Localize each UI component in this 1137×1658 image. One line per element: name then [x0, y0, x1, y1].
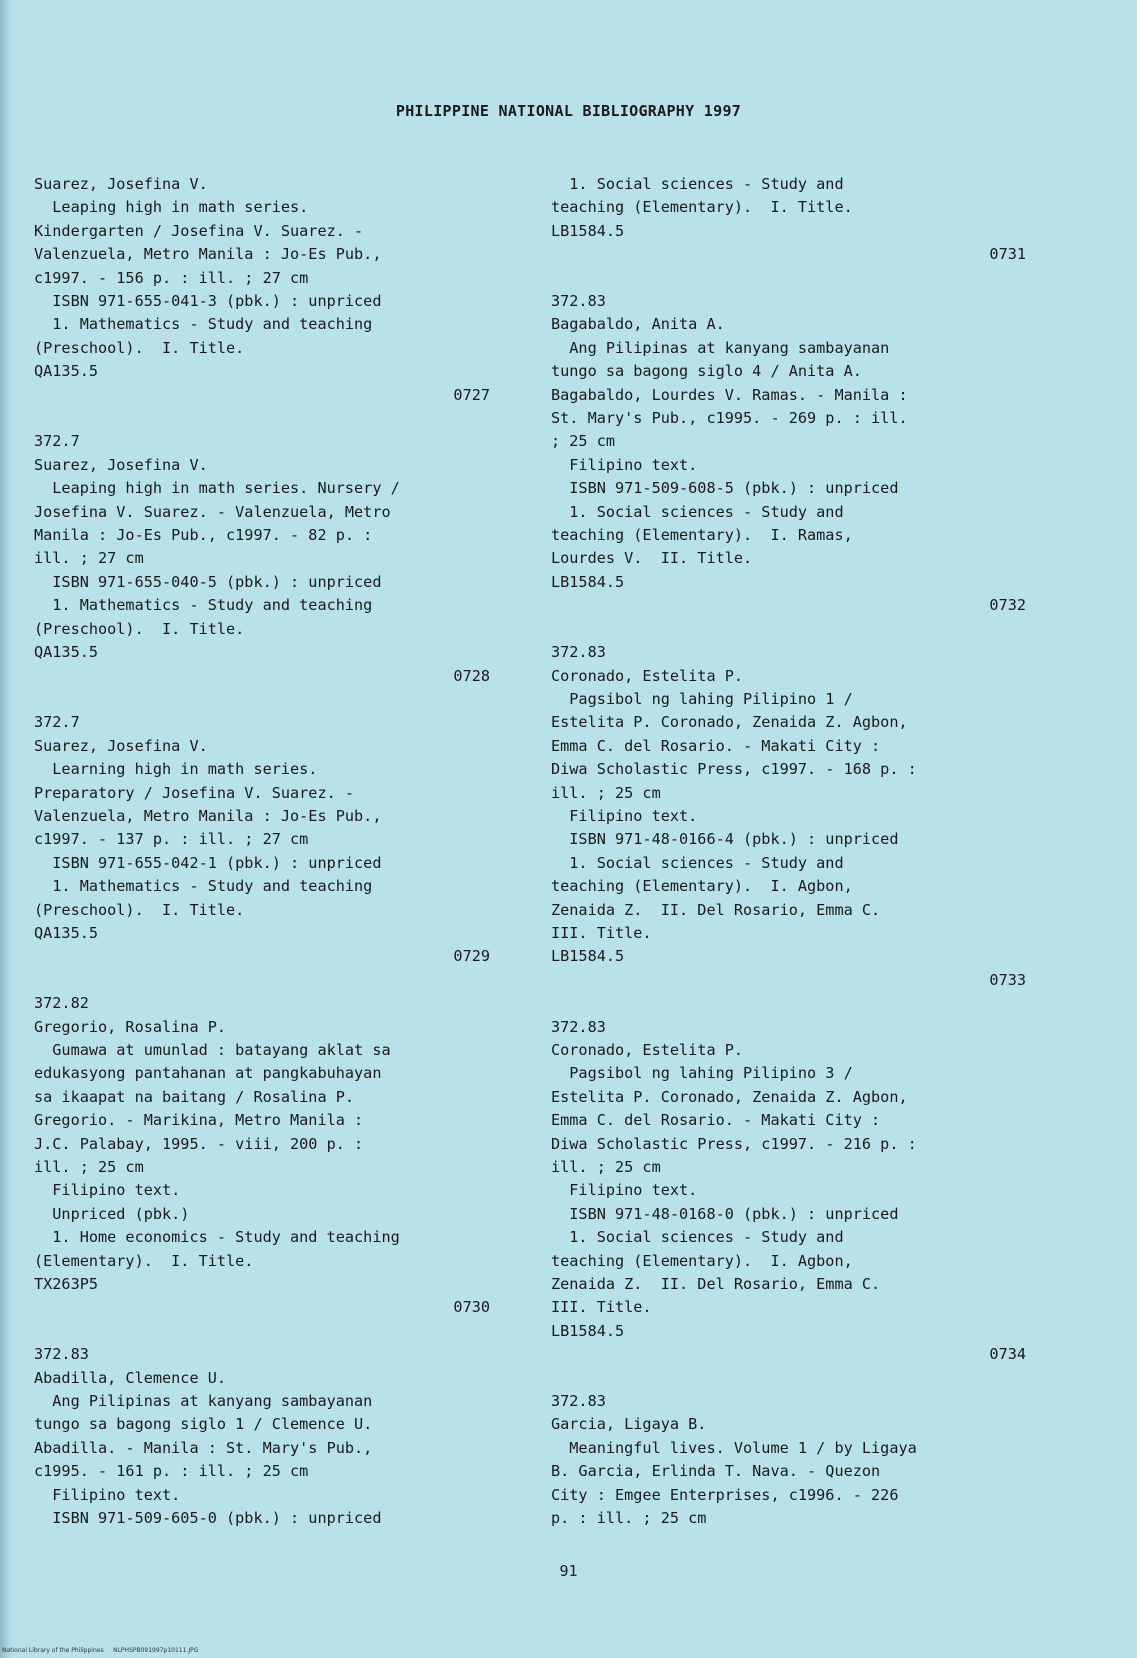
entry-line: Gregorio. - Marikina, Metro Manila :	[34, 1111, 364, 1130]
entry-line: 372.83	[551, 1392, 606, 1411]
entry-line: 1. Home economics - Study and teaching	[34, 1228, 400, 1247]
entry-line: edukasyong pantahanan at pangkabuhayan	[34, 1064, 382, 1083]
entry-line: Filipino text.	[551, 806, 698, 825]
entry-line: (Elementary). I. Title.	[34, 1251, 254, 1270]
entry-line: teaching (Elementary). I. Title.	[551, 198, 853, 217]
entry-gap	[551, 618, 1026, 641]
control-number: 0730	[453, 1298, 490, 1317]
entry-line: Zenaida Z. II. Del Rosario, Emma C.	[551, 1275, 881, 1294]
entry-line: Leaping high in math series.	[34, 198, 309, 217]
bibliographic-entry	[34, 173, 490, 430]
entry-line: c1995. - 161 p. : ill. ; 25 cm	[34, 1462, 309, 1481]
bibliographic-entry	[551, 173, 1026, 290]
entry-gap	[551, 1367, 1026, 1390]
entry-line: tungo sa bagong siglo 4 / Anita A.	[551, 362, 862, 381]
entry-line: 372.83	[551, 292, 606, 311]
entry-line: ISBN 971-655-040-5 (pbk.) : unpriced	[34, 572, 382, 591]
entry-line: Unpriced (pbk.)	[34, 1204, 190, 1223]
entry-line: LB1584.5	[551, 572, 625, 591]
entry-line: p. : ill. ; 25 cm	[551, 1509, 707, 1528]
entry-line: St. Mary's Pub., c1995. - 269 p. : ill.	[551, 409, 908, 428]
entry-line: Diwa Scholastic Press, c1997. - 168 p. :	[551, 760, 917, 779]
entry-line: III. Title.	[551, 923, 652, 942]
entry-line: ISBN 971-48-0166-4 (pbk.) : unpriced	[551, 830, 899, 849]
entry-line: 1. Mathematics - Study and teaching	[34, 315, 373, 334]
bibliographic-entry	[551, 641, 1026, 1015]
bibliographic-entry	[551, 1016, 1026, 1390]
entry-line: Diwa Scholastic Press, c1997. - 216 p. :	[551, 1134, 917, 1153]
entry-gap	[34, 1320, 490, 1343]
entry-line: Preparatory / Josefina V. Suarez. -	[34, 783, 355, 802]
entry-line: ISBN 971-509-605-0 (pbk.) : unpriced	[34, 1509, 382, 1528]
left-column	[34, 173, 490, 1531]
entry-line: Valenzuela, Metro Manila : Jo-Es Pub.,	[34, 806, 382, 825]
entry-line: 372.83	[34, 1345, 89, 1364]
entry-line: Gumawa at umunlad : batayang aklat sa	[34, 1040, 391, 1059]
entry-line: Suarez, Josefina V.	[34, 736, 208, 755]
entry-line: III. Title.	[551, 1298, 652, 1317]
entry-line: Abadilla, Clemence U.	[34, 1368, 227, 1387]
scan-footer: National Library of the Philippines NLPHSPB091997p10111.JPG	[2, 1647, 199, 1654]
entry-line: ill. ; 25 cm	[551, 783, 661, 802]
entry-line: B. Garcia, Erlinda T. Nava. - Quezon	[551, 1462, 881, 1481]
control-number: 0729	[453, 947, 490, 966]
entry-line: Josefina V. Suarez. - Valenzuela, Metro	[34, 502, 391, 521]
entry-line: Bagabaldo, Lourdes V. Ramas. - Manila :	[551, 385, 908, 404]
entry-line: Pagsibol ng lahing Pilipino 1 /	[551, 689, 853, 708]
entry-line: teaching (Elementary). I. Ramas,	[551, 526, 853, 545]
entry-line: sa ikaapat na baitang / Rosalina P.	[34, 1087, 355, 1106]
entry-line: (Preschool). I. Title.	[34, 338, 245, 357]
control-number: 0734	[989, 1345, 1026, 1364]
entry-gap	[551, 267, 1026, 290]
entry-line: 1. Social sciences - Study and	[551, 853, 844, 872]
entry-line: Leaping high in math series. Nursery /	[34, 479, 400, 498]
bibliographic-entry	[34, 430, 490, 711]
entry-line: QA135.5	[34, 362, 99, 381]
entry-line: Filipino text.	[34, 1181, 181, 1200]
page-edge	[0, 0, 12, 1658]
bibliographic-entry	[551, 1390, 1026, 1530]
bibliographic-entry	[551, 290, 1026, 641]
entry-line: 1. Social sciences - Study and	[551, 502, 844, 521]
page-number: 91	[559, 1562, 578, 1580]
entry-line: Zenaida Z. II. Del Rosario, Emma C.	[551, 900, 881, 919]
entry-line: QA135.5	[34, 643, 99, 662]
control-number: 0731	[989, 245, 1026, 264]
control-number: 0727	[453, 385, 490, 404]
page-title: PHILIPPINE NATIONAL BIBLIOGRAPHY 1997	[395, 102, 742, 120]
entry-line: 372.83	[551, 1017, 606, 1036]
entry-line: Abadilla. - Manila : St. Mary's Pub.,	[34, 1438, 373, 1457]
entry-line: TX263P5	[34, 1275, 99, 1294]
entry-line: LB1584.5	[551, 947, 625, 966]
entry-line: LB1584.5	[551, 1321, 625, 1340]
entry-line: c1997. - 137 p. : ill. ; 27 cm	[34, 830, 309, 849]
entry-line: 372.83	[551, 643, 606, 662]
bibliographic-entry	[34, 1343, 490, 1530]
entry-line: Pagsibol ng lahing Pilipino 3 /	[551, 1064, 853, 1083]
entry-line: (Preschool). I. Title.	[34, 619, 245, 638]
entry-line: Suarez, Josefina V.	[34, 175, 208, 193]
control-number: 0733	[989, 970, 1026, 989]
entry-line: Filipino text.	[551, 1181, 698, 1200]
entry-line: QA135.5	[34, 923, 99, 942]
entry-line: teaching (Elementary). I. Agbon,	[551, 1251, 853, 1270]
entry-line: Valenzuela, Metro Manila : Jo-Es Pub.,	[34, 245, 382, 264]
entry-line: ISBN 971-48-0168-0 (pbk.) : unpriced	[551, 1204, 899, 1223]
entry-line: Manila : Jo-Es Pub., c1997. - 82 p. :	[34, 526, 373, 545]
entry-line: Estelita P. Coronado, Zenaida Z. Agbon,	[551, 1087, 908, 1106]
bibliographic-entry	[34, 992, 490, 1343]
entry-line: 1. Mathematics - Study and teaching	[34, 877, 373, 896]
entry-line: ISBN 971-509-608-5 (pbk.) : unpriced	[551, 479, 899, 498]
entry-line: Filipino text.	[551, 455, 698, 474]
entry-line: ISBN 971-655-042-1 (pbk.) : unpriced	[34, 853, 382, 872]
entry-line: ill. ; 27 cm	[34, 549, 144, 568]
control-number: 0732	[989, 596, 1026, 615]
entry-line: Coronado, Estelita P.	[551, 666, 744, 685]
entry-gap	[34, 407, 490, 430]
entry-line: ISBN 971-655-041-3 (pbk.) : unpriced	[34, 292, 382, 311]
entry-line: Learning high in math series.	[34, 760, 318, 779]
entry-gap	[551, 992, 1026, 1015]
entry-line: c1997. - 156 p. : ill. ; 27 cm	[34, 268, 309, 287]
entry-line: (Preschool). I. Title.	[34, 900, 245, 919]
entry-line: Kindergarten / Josefina V. Suarez. -	[34, 221, 364, 240]
entry-line: Bagabaldo, Anita A.	[551, 315, 725, 334]
right-column	[551, 173, 1026, 1531]
entry-line: Estelita P. Coronado, Zenaida Z. Agbon,	[551, 713, 908, 732]
entry-line: LB1584.5	[551, 221, 625, 240]
entry-line: Emma C. del Rosario. - Makati City :	[551, 1111, 881, 1130]
control-number: 0728	[453, 666, 490, 685]
entry-line: tungo sa bagong siglo 1 / Clemence U.	[34, 1415, 373, 1434]
entry-line: Meaningful lives. Volume 1 / by Ligaya	[551, 1438, 917, 1457]
entry-line: Suarez, Josefina V.	[34, 455, 208, 474]
entry-line: Gregorio, Rosalina P.	[34, 1017, 227, 1036]
entry-line: Garcia, Ligaya B.	[551, 1415, 707, 1434]
entry-line: 1. Social sciences - Study and	[551, 175, 844, 193]
entry-line: J.C. Palabay, 1995. - viii, 200 p. :	[34, 1134, 364, 1153]
entry-line: Lourdes V. II. Title.	[551, 549, 753, 568]
entry-line: 372.7	[34, 713, 80, 732]
entry-line: 372.7	[34, 432, 80, 451]
entry-line: Ang Pilipinas at kanyang sambayanan	[34, 1392, 373, 1411]
entry-gap	[34, 688, 490, 711]
entry-line: ill. ; 25 cm	[34, 1158, 144, 1177]
entry-line: Coronado, Estelita P.	[551, 1040, 744, 1059]
entry-line: 372.82	[34, 994, 89, 1013]
entry-line: teaching (Elementary). I. Agbon,	[551, 877, 853, 896]
entry-gap	[34, 969, 490, 992]
entry-line: Filipino text.	[34, 1485, 181, 1504]
entry-line: ill. ; 25 cm	[551, 1158, 661, 1177]
entry-line: City : Emgee Enterprises, c1996. - 226	[551, 1485, 899, 1504]
entry-line: 1. Social sciences - Study and	[551, 1228, 844, 1247]
entry-line: Emma C. del Rosario. - Makati City :	[551, 736, 881, 755]
entry-line: Ang Pilipinas at kanyang sambayanan	[551, 338, 890, 357]
entry-line: ; 25 cm	[551, 432, 616, 451]
entry-line: 1. Mathematics - Study and teaching	[34, 596, 373, 615]
bibliographic-entry	[34, 711, 490, 992]
